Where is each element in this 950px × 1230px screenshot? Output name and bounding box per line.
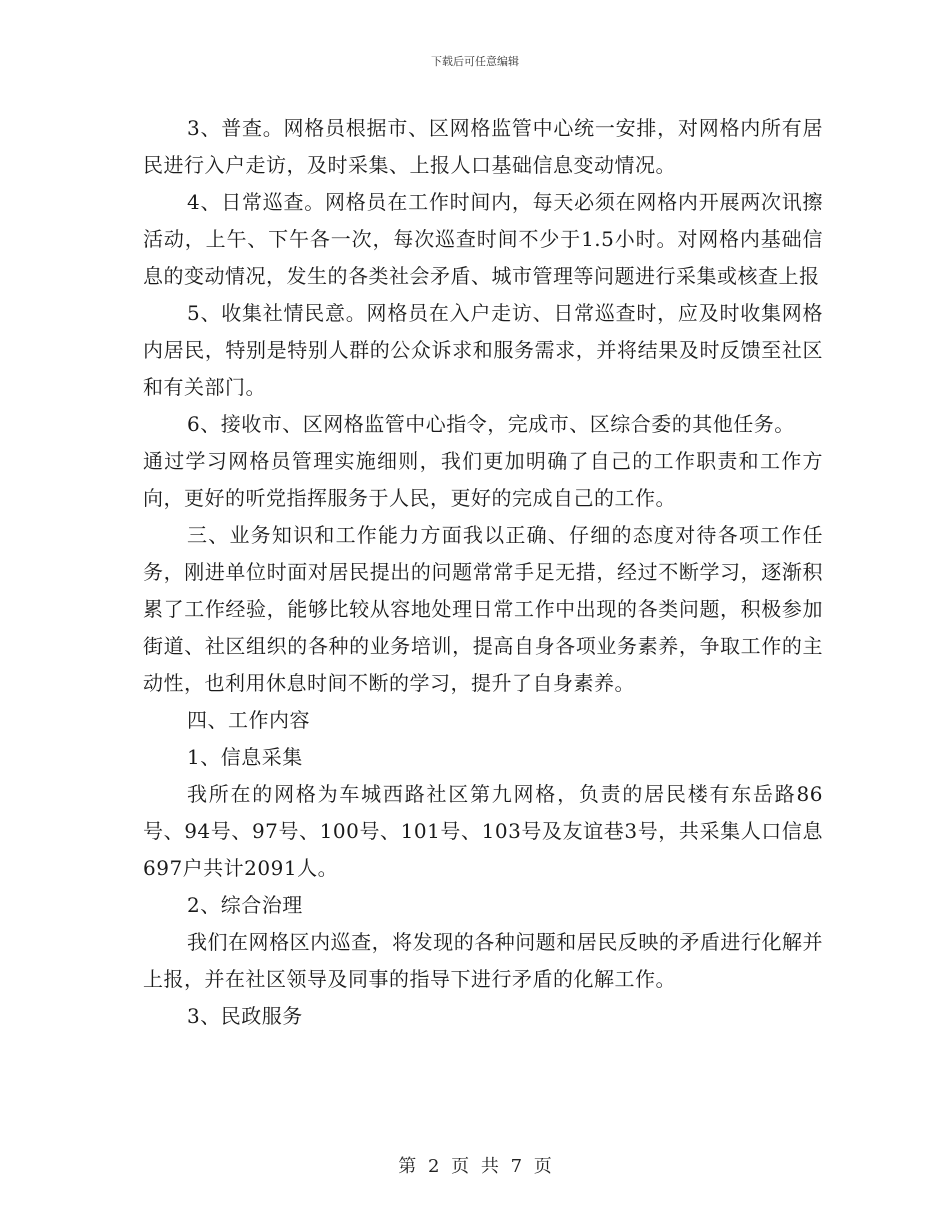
- header-note: 下载后可任意编辑: [431, 55, 519, 68]
- paragraph-comprehensive-governance: 我们在网格区内巡查，将发现的各种问题和居民反映的矛盾进行化解并上报，并在社区领导及同事的指导下进行矛盾的化解工作。: [143, 930, 823, 991]
- document-body: [143, 110, 823, 1035]
- paragraph-daily-patrol: 4、日常巡查。网格员在工作时间内，每天必须在网格内开展两次讯擦活动，上午、下午各一次，每次巡查时间不少于1.5小时。对网格内基础信息的变动情况，发生的各类社会矛盾、城市管理等问题进行采集或核查上报: [143, 190, 823, 288]
- subheading-comprehensive-governance: 2、综合治理: [187, 893, 303, 917]
- paragraph-public-opinion: 5、收集社情民意。网格员在入户走访、日常巡查时，应及时收集网格内居民，特别是特别人群的公众诉求和服务需求，并将结果及时反馈至社区和有关部门。: [143, 301, 823, 399]
- subheading-info-collection: 1、信息采集: [187, 745, 303, 769]
- subheading-civil-affairs: 3、民政服务: [187, 1004, 303, 1028]
- paragraph-skills: 三、业务知识和工作能力方面我以正确、仔细的态度对待各项工作任务，刚进单位时面对居民提出的问题常常手足无措，经过不断学习，逐渐积累了工作经验，能够比较从容地处理日常工作中出现的各类问题，积极参加街道、社区组织的各种的业务培训，提高自身各项业务素养，争取工作的主动性，也利用休息时间不断的学习，提升了自身素养。: [143, 523, 823, 695]
- paragraph-instructions: 6、接收市、区网格监管中心指令，完成市、区综合委的其他任务。: [187, 412, 795, 436]
- page-number: 第 2 页 共 7 页: [398, 1156, 552, 1177]
- paragraph-census: 3、普查。网格员根据市、区网格监管中心统一安排，对网格内所有居民进行入户走访，及时采集、上报人口基础信息变动情况。: [143, 116, 823, 177]
- section-heading-work-content: 四、工作内容: [187, 708, 310, 732]
- paragraph-info-collection: 我所在的网格为车城西路社区第九网格，负责的居民楼有东岳路86号、94号、97号、100号、101号、103号及友谊巷3号，共采集人口信息697户共计2091人。: [143, 782, 823, 880]
- paragraph-learning-summary: 通过学习网格员管理实施细则，我们更加明确了自己的工作职责和工作方向，更好的听党指挥服务于人民，更好的完成自己的工作。: [143, 449, 823, 510]
